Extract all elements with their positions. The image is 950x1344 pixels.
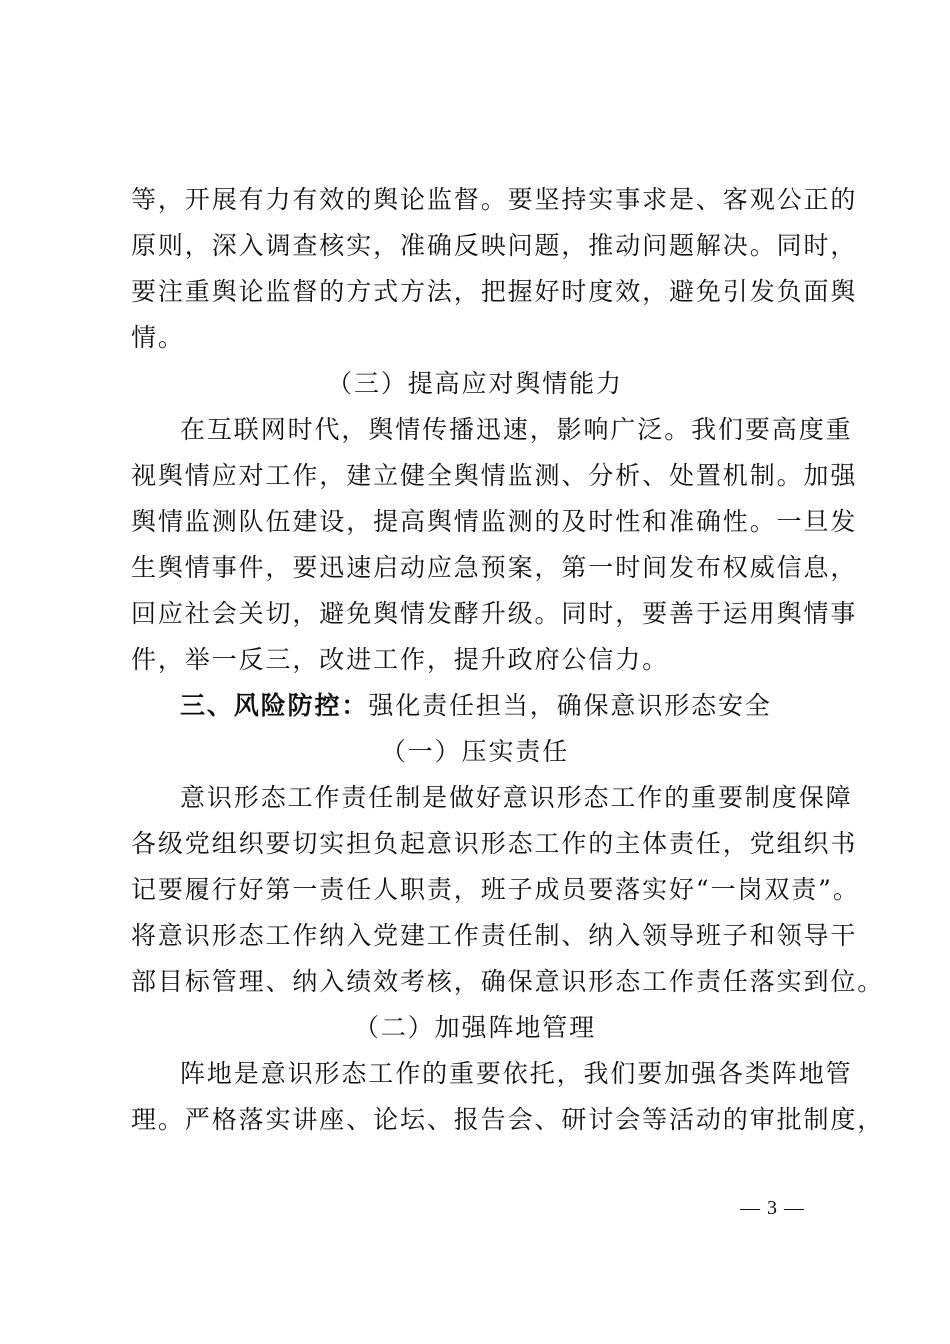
body-line: 意识形态工作责任制是做好意识形态工作的重要制度保障 bbox=[180, 783, 853, 812]
body-line: 理。严格落实讲座、论坛、报告会、研讨会等活动的审批制度， bbox=[131, 1105, 885, 1134]
body-line: 回应社会关切，避免舆情发酵升级。同时，要善于运用舆情事 bbox=[131, 599, 858, 628]
section-heading-label: 三、风险防控： bbox=[180, 691, 369, 720]
body-line: 要注重舆论监督的方式方法，把握好时度效，避免引发负面舆 bbox=[131, 277, 858, 306]
body-line: 等，开展有力有效的舆论监督。要坚持实事求是、客观公正的 bbox=[131, 185, 858, 214]
section-heading-3 bbox=[180, 691, 772, 721]
body-line: 视舆情应对工作，建立健全舆情监测、分析、处置机制。加强 bbox=[131, 461, 858, 490]
body-line: 部目标管理、纳入绩效考核，确保意识形态工作责任落实到位。 bbox=[131, 967, 885, 996]
body-line: 记要履行好第一责任人职责，班子成员要落实好“一岗双责”。 bbox=[131, 875, 860, 904]
subheading-3: （三）提高应对舆情能力 bbox=[327, 369, 623, 398]
body-line: 在互联网时代，舆情传播迅速，影响广泛。我们要高度重 bbox=[180, 415, 853, 444]
page-number: — 3 — bbox=[740, 1197, 805, 1219]
section-heading-text: 强化责任担当，确保意识形态安全 bbox=[368, 691, 772, 720]
subheading-2: （二）加强阵地管理 bbox=[353, 1013, 597, 1042]
body-line: 件，举一反三，改进工作，提升政府公信力。 bbox=[131, 645, 670, 674]
body-line: 各级党组织要切实担负起意识形态工作的主体责任，党组织书 bbox=[131, 829, 858, 858]
body-line: 将意识形态工作纳入党建工作责任制、纳入领导班子和领导干 bbox=[131, 921, 858, 950]
body-line: 阵地是意识形态工作的重要依托，我们要加强各类阵地管 bbox=[180, 1059, 853, 1088]
body-line: 原则，深入调查核实，准确反映问题，推动问题解决。同时， bbox=[131, 231, 858, 260]
body-line: 舆情监测队伍建设，提高舆情监测的及时性和准确性。一旦发 bbox=[131, 507, 858, 536]
subheading-1: （一）压实责任 bbox=[380, 737, 570, 766]
body-line: 情。 bbox=[131, 323, 185, 352]
body-line: 生舆情事件，要迅速启动应急预案，第一时间发布权威信息， bbox=[131, 553, 858, 582]
